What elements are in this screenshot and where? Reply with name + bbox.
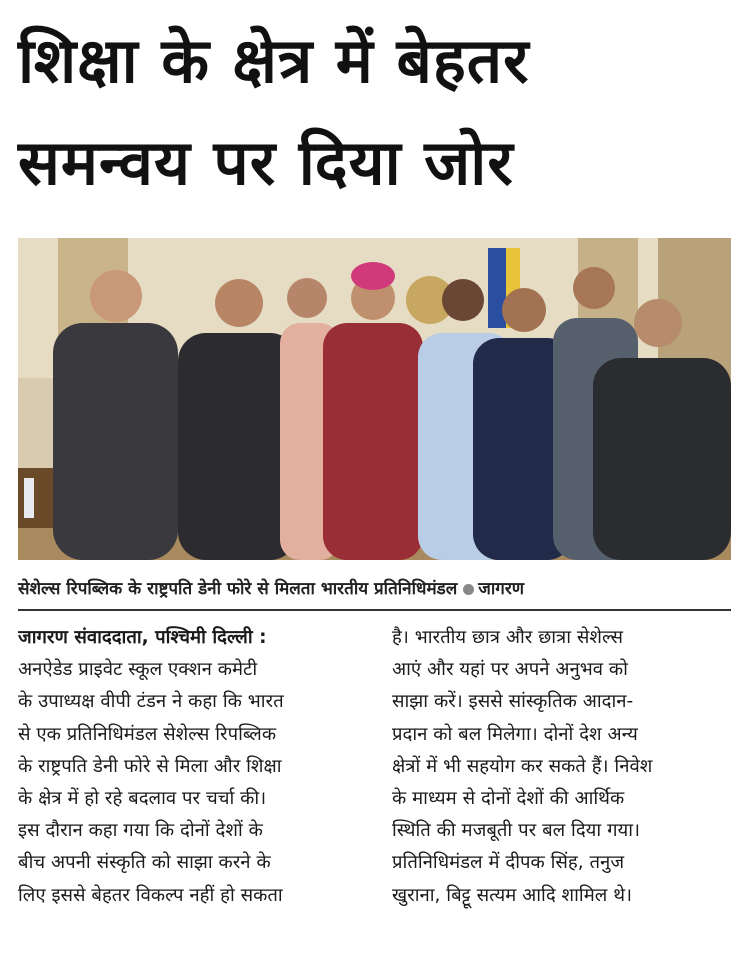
body-line: साझा करें। इससे सांस्कृतिक आदान- [392,691,634,713]
article-column-left [18,622,368,912]
body-line: लिए इससे बेहतर विकल्प नहीं हो सकता [18,884,283,906]
divider [18,609,731,611]
bullet-icon [463,584,474,595]
body-line: अनऐडेड प्राइवेट स्कूल एक्शन कमेटी [18,659,258,681]
body-line: स्थिति की मजबूती पर बल दिया गया। [392,820,641,842]
body-line: इस दौरान कहा गया कि दोनों देशों के [18,820,263,842]
body-line: के माध्यम से दोनों देशों की आर्थिक [392,788,625,810]
article-column-right [392,622,732,912]
body-line: प्रतिनिधिमंडल में दीपक सिंह, तनुज [392,852,625,874]
headline [18,10,733,214]
photo-credit: जागरण [478,579,525,599]
body-line: क्षेत्रों में भी सहयोग कर सकते हैं। निवेश [392,755,653,777]
body-line: के क्षेत्र में हो रहे बदलाव पर चर्चा की। [18,788,267,810]
headline-line-2: समन्वय पर दिया जोर [18,126,514,199]
news-photo [18,238,731,560]
body-line: है। भारतीय छात्र और छात्रा सेशेल्स [392,627,624,648]
photo-caption [18,576,731,599]
body-line: आएं और यहां पर अपने अनुभव को [392,659,628,681]
byline: जागरण संवाददाता, पश्चिमी दिल्ली : [18,627,267,648]
body-line: बीच अपनी संस्कृति को साझा करने के [18,852,271,874]
body-line: प्रदान को बल मिलेगा। दोनों देश अन्य [392,723,638,745]
body-line: से एक प्रतिनिधिमंडल सेशेल्स रिपब्लिक [18,723,277,745]
group-photo-illustration [18,238,731,560]
body-line: के उपाध्यक्ष वीपी टंडन ने कहा कि भारत [18,691,284,713]
headline-line-1: शिक्षा के क्षेत्र में बेहतर [18,24,530,97]
body-line: के राष्ट्रपति डेनी फोरे से मिला और शिक्षा [18,755,282,777]
caption-text: सेशेल्स रिपब्लिक के राष्ट्रपति डेनी फोरे से मिलता भारतीय प्रतिनिधिमंडल [18,579,458,599]
body-line: खुराना, बिट्टू सत्यम आदि शामिल थे। [392,884,633,906]
